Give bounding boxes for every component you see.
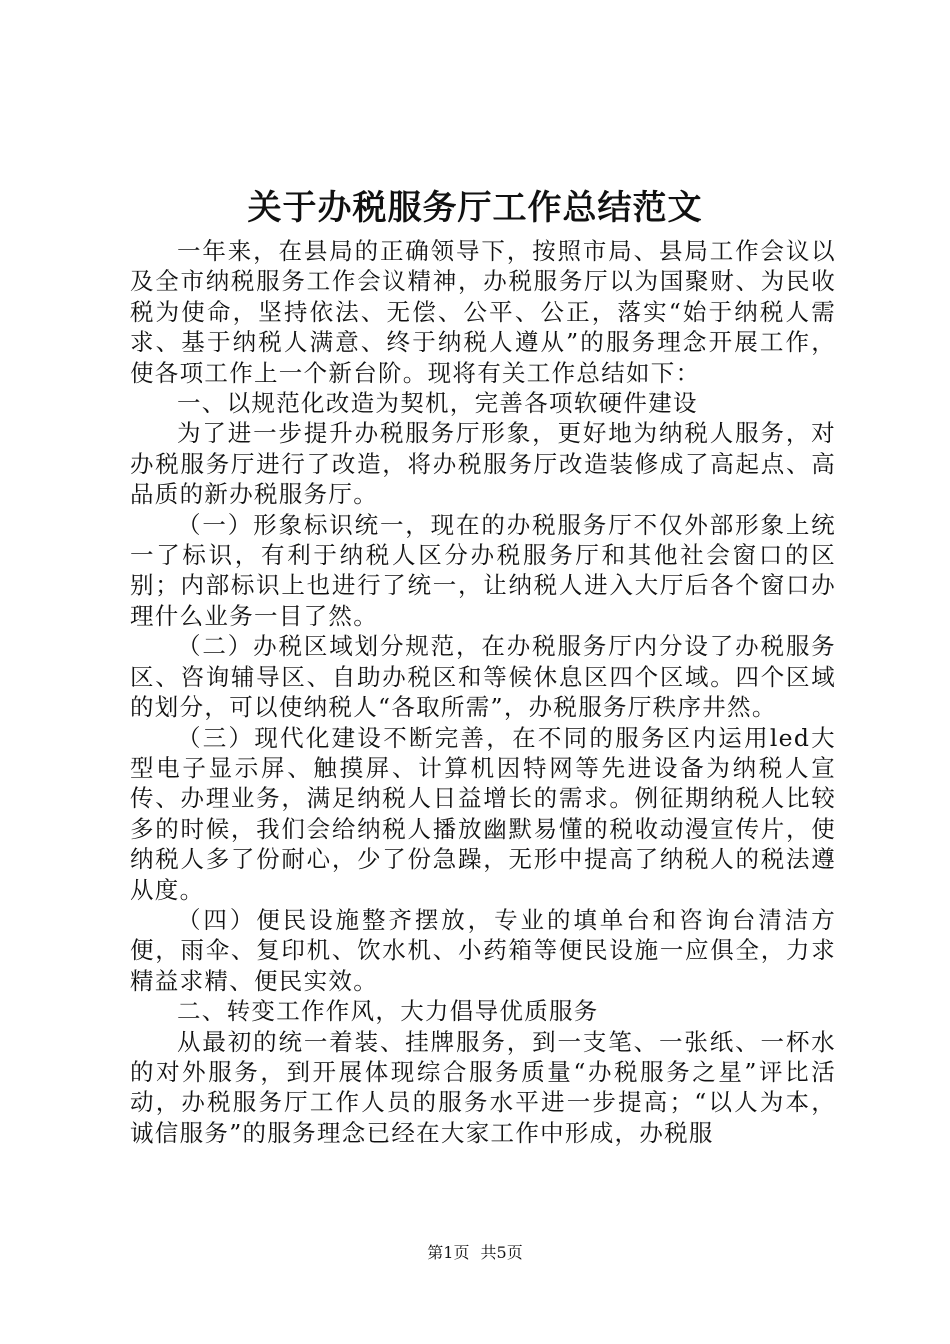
paragraph-item-1: （一）形象标识统一，现在的办税服务厅不仅外部形象上统一了标识，有利于纳税人区分办税服务厅和其他社会窗口的区别；内部标识上也进行了统一，让纳税人进入大厅后各个窗口办理什么业务一目了然。	[130, 510, 836, 630]
page-footer	[0, 1242, 950, 1264]
section-heading-1: 一、以规范化改造为契机，完善各项软硬件建设	[177, 389, 698, 418]
document-title: 关于办税服务厅工作总结范文	[247, 188, 703, 228]
page-number: 第1页	[427, 1243, 470, 1262]
page-total: 共5页	[480, 1243, 523, 1262]
paragraph-renovation: 为了进一步提升办税服务厅形象，更好地为纳税人服务，对办税服务厅进行了改造，将办税服务厅改造装修成了高起点、高品质的新办税服务厅。	[130, 419, 836, 509]
paragraph-intro: 一年来，在县局的正确领导下，按照市局、县局工作会议以及全市纳税服务工作会议精神，办税服务厅以为国聚财、为民收税为使命，坚持依法、无偿、公平、公正，落实“始于纳税人需求、基于纳税人满意、终于纳税人遵从”的服务理念开展工作，使各项工作上一个新台阶。现将有关工作总结如下：	[130, 237, 836, 387]
section-heading-2: 二、转变工作作风，大力倡导优质服务	[177, 997, 599, 1026]
paragraph-item-4: （四）便民设施整齐摆放，专业的填单台和咨询台清洁方便，雨伞、复印机、饮水机、小药箱等便民设施一应俱全，力求精益求精、便民实效。	[130, 905, 836, 995]
paragraph-item-2: （二）办税区域划分规范，在办税服务厅内分设了办税服务区、咨询辅导区、自助办税区和等候休息区四个区域。四个区域的划分，可以使纳税人“各取所需”，办税服务厅秩序井然。	[130, 632, 836, 722]
paragraph-item-3: （三）现代化建设不断完善，在不同的服务区内运用led大型电子显示屏、触摸屏、计算机因特网等先进设备为纳税人宣传、办理业务，满足纳税人日益增长的需求。例征期纳税人比较多的时候，我们会给纳税人播放幽默易懂的税收动漫宣传片，使纳税人多了份耐心，少了份急躁，无形中提高了纳税人的税法遵从度。	[130, 723, 836, 904]
paragraph-service: 从最初的统一着装、挂牌服务，到一支笔、一张纸、一杯水的对外服务，到开展体现综合服务质量“办税服务之星”评比活动，办税服务厅工作人员的服务水平进一步提高；“以人为本，诚信服务”的服务理念已经在大家工作中形成，办税服	[130, 1027, 836, 1147]
document-body	[130, 236, 836, 1148]
